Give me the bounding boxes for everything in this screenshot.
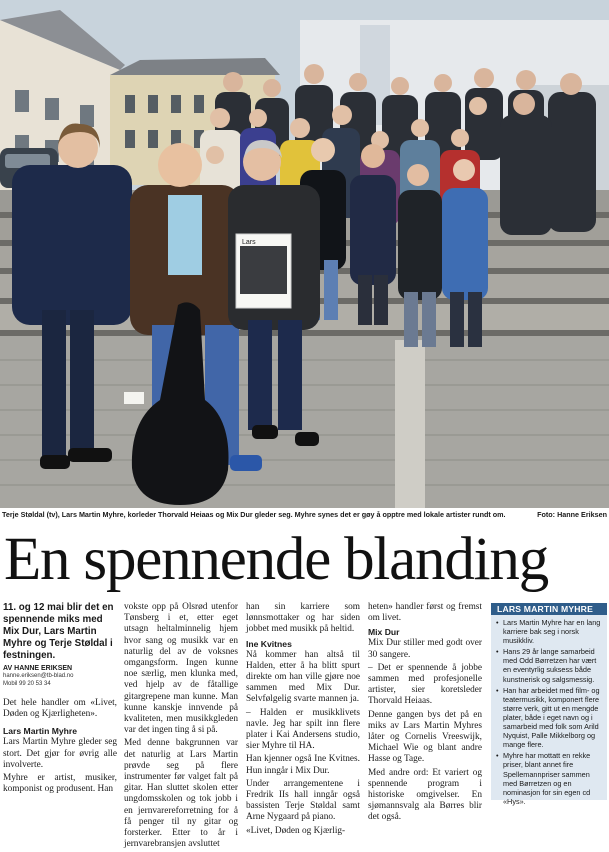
subheading-mix-dur: Mix Dur (368, 627, 400, 638)
body-paragraph: Myhre er artist, musiker, komponist og produsent. Han (3, 773, 117, 795)
body-paragraph: Denne gangen bys det på en miks av Lars Martin Myhres låter og Cornelis Vreeswijk, Michael Wie og blant andre Hasse og Tage. (368, 709, 482, 765)
poster-title: Lars (242, 239, 256, 246)
article-lead: 11. og 12 mai blir det en spennende miks med Mix Dur, Lars Martin Myhre og Terje Støldal i festningen. (3, 602, 114, 661)
byline: AV HANNE ERIKSEN (3, 665, 73, 672)
caption-text: Terje Støldal (tv), Lars Martin Myhre, korleder Thorvald Heiaas og Mix Dur gleder seg. Myhre synes det er gøy å opptre med lokale artister rundt om. (2, 510, 506, 519)
body-paragraph: – Halden er musikklivets navle. Jeg har spilt inn flere plater i Kai Andersens studio, sier Myhre til HA. (246, 707, 360, 752)
body-paragraph: han sin karriere som lønnsmottaker og har siden jobbet med musikk på heltid. (246, 602, 360, 635)
subheading-lars-martin-myhre: Lars Martin Myhre (3, 726, 78, 737)
body-paragraph: Nå kommer han altså til Halden, etter å ha blitt spurt direkte om han ville gjøre noe sammen med Mix Dur. Selvfølgelig svarte mannen ja. (246, 649, 360, 705)
body-paragraph: «Livet, Døden og Kjærlig- (246, 825, 346, 836)
body-paragraph: Med andre ord: Et variert og spennende program i historiske omgivelser. En sjømannsvalg ala Børres blir det også. (368, 767, 482, 823)
body-paragraph: Lars Martin Myhre gleder seg stort. Det gjør for øvrig alle involverte. (3, 737, 117, 770)
factbox-item: • Hans 29 år lange samarbeid med Odd Børretzen har vært en eventyrlig suksess både kunstnerisk og salgsmessig. (496, 647, 603, 683)
factbox-item: • Myhre har mottatt en rekke priser, blant annet fire Spellemannpriser sammen med Børretzen og en nominasjon for sin egen cd «Hys». (496, 751, 603, 806)
body-paragraph: heten» handler først og fremst om livet. (368, 602, 482, 624)
body-paragraph: Under arrangementene i Fredrik IIs hall inngår også bassisten Terje Støldal samt Arne Nygaard på piano. (246, 778, 360, 823)
subheading-ine-kvitnes: Ine Kvitnes (246, 638, 292, 649)
body-paragraph: Med denne bakgrunnen var det naturlig at Lars Martin prøvde seg på flere instrumenter før valget falt på gitar. Han sluttet skolen etter ungdomsskolen og tok jobb i en jernvarereforretning for å få penger til ny gitar og forsterker. Etter to år i jernvarebransjen avsluttet (124, 738, 238, 850)
factbox (491, 603, 607, 806)
factbox-item: • Han har arbeidet med film- og teatermusikk, komponert flere større verk, gitt ut en mengde plater, både i eget navn og i samarbeid med folk som Arild Nyquist, Palle Mikkelborg og mange flere. (496, 686, 603, 750)
column-2 (124, 602, 238, 852)
photo-caption (2, 510, 607, 520)
author-email[interactable]: hanne.eriksen@tb-blad.no (3, 673, 74, 679)
body-paragraph: Mix Dur stiller med godt over 30 sangere. (368, 638, 482, 660)
author-phone: Mobil 99 20 53 34 (3, 680, 51, 687)
column-3 (246, 602, 360, 839)
body-paragraph: vokste opp på Olsrød utenfor Tønsberg i et, etter eget utsagn heltalminnelig hjem hvor sang og musikk var en naturlig del av de voksnes omgangsform. Ingen kunne noe særlig, men klunka med, ved hjelp av de fåtallige gitargrepene man kunne. Man kunne kanskje innvende på kvaliteten, men musikkgleden var det ingen ting å si på. (124, 602, 238, 736)
column-4 (368, 602, 482, 826)
factbox-list (491, 615, 607, 806)
headline: En spennende blanding (4, 526, 548, 593)
factbox-item: • Lars Martin Myhre har en lang karriere bak seg i norsk musikkliv. (496, 618, 603, 645)
column-1 (3, 602, 117, 797)
body-paragraph: Han kjenner også Ine Kvitnes. Hun inngår i Mix Dur. (246, 754, 360, 776)
body-paragraph: – Det er spennende å jobbe sammen med profesjonelle artister, sier koretsleder Thorvald Heiaas. (368, 662, 482, 707)
factbox-title: LARS MARTIN MYHRE (491, 603, 607, 615)
photo-credit: Foto: Hanne Eriksen (537, 510, 607, 519)
intro-paragraph: Det hele handler om «Livet, Døden og Kjærligheten». (3, 698, 117, 720)
